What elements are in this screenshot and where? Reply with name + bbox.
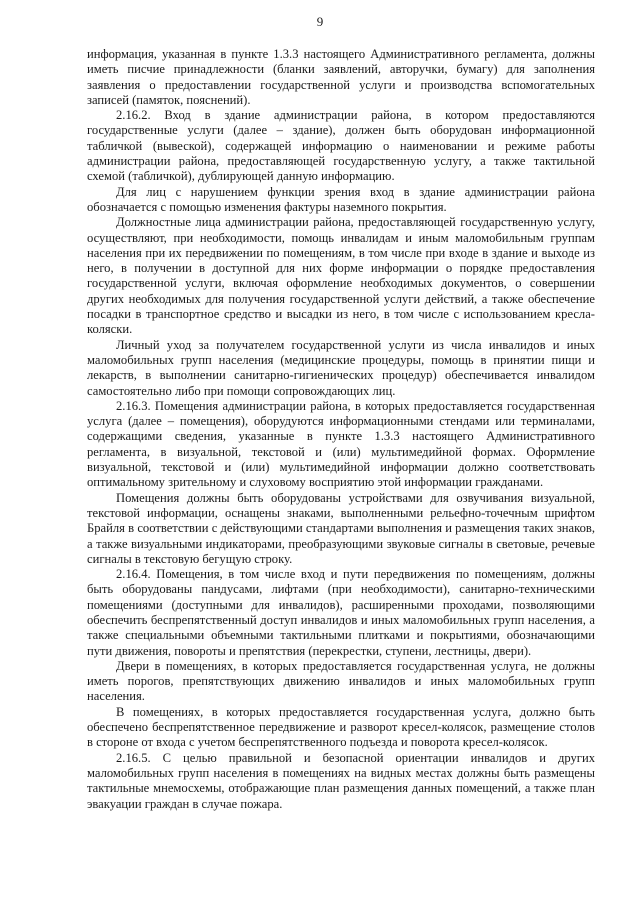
paragraph: Личный уход за получателем государственной услуги из числа инвалидов и иных маломобильных групп населения (медицинские процедуры, помощь в принятии пищи и лекарств, в выполнении санитарно-гигиенических процедур) обеспечивается инвалидом самостоятельно либо при помощи сопровождающих лиц. <box>87 337 595 398</box>
paragraph: Должностные лица администрации района, предоставляющей государственную услугу, осуществляют, при необходимости, помощь инвалидам и иным маломобильным группам населения при их передвижении по помещениям, в том числе при входе в здание и выходе из него, в получении в доступной для них форме информации о порядке предоставления государственной услуги, включая оформление необходимых документов, о совершении других необходимых для получения государственной услуги действий, а также обеспечение посадки в транспортное средство и высадки из него, в том числе с использованием кресла-коляски. <box>87 215 595 337</box>
paragraph: 2.16.2. Вход в здание администрации района, в котором предоставляются государственные услуги (далее – здание), должен быть оборудован информационной табличкой (вывеской), содержащей информацию о наименовании и режиме работы администрации района, предоставляющей государственную услугу, а также тактильной схемой (табличкой), дублирующей данную информацию. <box>87 108 595 184</box>
paragraph: Помещения должны быть оборудованы устройствами для озвучивания визуальной, текстовой информации, оснащены знаками, выполненными рельефно-точечным шрифтом Брайля в соответствии с действующими стандартами выполнения и размещения таких знаков, а также визуальными индикаторами, преобразующими звуковые сигналы в световые, речевые сигналы в текстовую бегущую строку. <box>87 490 595 566</box>
paragraph: Двери в помещениях, в которых предоставляется государственная услуга, не должны иметь порогов, препятствующих движению инвалидов и иных маломобильных групп населения. <box>87 658 595 704</box>
paragraph: информация, указанная в пункте 1.3.3 настоящего Административного регламента, должны иметь писчие принадлежности (бланки заявлений, авторучки, бумагу) для заполнения заявления о предоставлении государственной услуги и производства вспомогательных записей (памяток, пояснений). <box>87 47 595 107</box>
paragraph: В помещениях, в которых предоставляется государственная услуга, должно быть обеспечено беспрепятственное передвижение и разворот кресел-колясок, размещение столов в стороне от входа с учетом беспрепятственного подъезда и поворота кресел-колясок. <box>87 704 595 750</box>
paragraph: Для лиц с нарушением функции зрения вход в здание администрации района обозначается с помощью изменения фактуры наземного покрытия. <box>87 184 595 214</box>
paragraph: 2.16.3. Помещения администрации района, в которых предоставляется государственная услуга (далее – помещения), оборудуются информационными стендами или терминалами, содержащими сведения, указанные в пункте 1.3.3 настоящего Административного регламента, в визуальной, текстовой и (или) мультимедийной формах. Оформление визуальной, текстовой и (или) мультимедийной информации должно соответствовать оптимальному зрительному и слуховому восприятию этой информации гражданами. <box>87 398 595 490</box>
page-number: 9 <box>316 14 324 29</box>
document-body <box>87 47 595 812</box>
paragraph: 2.16.4. Помещения, в том числе вход и пути передвижения по помещениям, должны быть оборудованы пандусами, лифтами (при необходимости), санитарно-техническими помещениями (доступными для инвалидов), расширенными проходами, позволяющими обеспечить беспрепятственный доступ инвалидов и иных маломобильных групп населения, а также специальными объемными тактильными плитками и покрытиями, обозначающими пути движения, повороты и препятствия (перекрестки, ступени, лестницы, двери). <box>87 567 595 658</box>
paragraph: 2.16.5. С целью правильной и безопасной ориентации инвалидов и других маломобильных групп населения в помещениях на видных местах должны быть размещены тактильные мнемосхемы, отображающие план размещения данных помещений, а также план эвакуации граждан в случае пожара. <box>87 750 595 811</box>
